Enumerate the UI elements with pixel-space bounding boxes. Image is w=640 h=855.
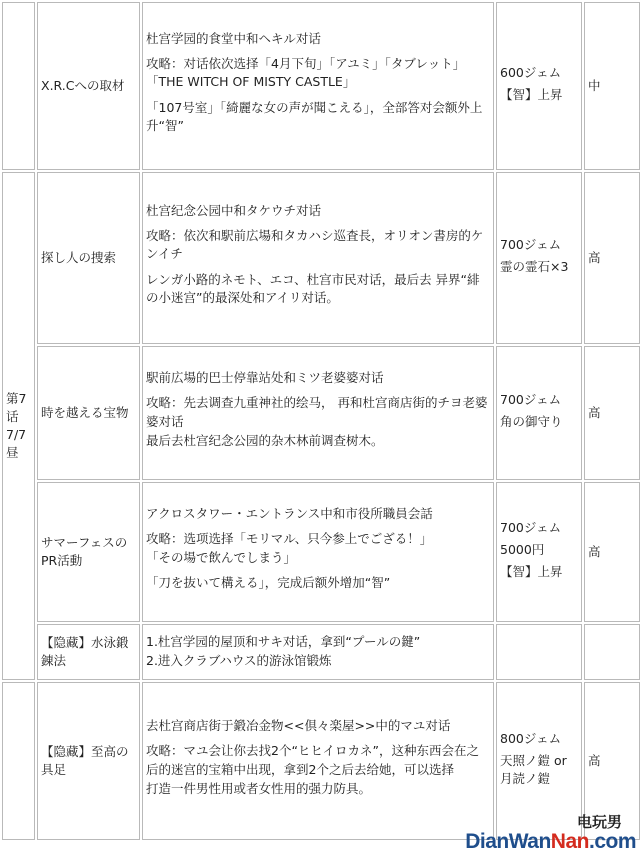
table-row [2,482,640,622]
quest-detail [142,346,494,480]
quest-reward [496,2,582,170]
detail-line: 去杜宫商店街于鍛冶金物<<倶々楽屋>>中的マユ对话 [146,718,451,734]
quest-reward [496,172,582,344]
table-row [2,346,640,480]
table-row [2,624,640,680]
reward-line: 角の御守り [500,414,563,429]
detail-line: 「刀を抜いて構える」，完成后额外增加“智” [146,575,391,591]
detail-line: 2.进入クラブハウス的游泳馆锻炼 [146,653,332,668]
reward-line: 700ジェム [500,391,562,407]
detail-line: 攻略：マユ会让你去找2个“ヒヒイロカネ”，这种东西会在之后的迷宫的宝箱中出现，拿到2个之后去给她，可以选择 [146,743,480,777]
quest-difficulty: 高 [584,346,640,480]
site-watermark [465,815,636,853]
chapter-cell [2,172,35,680]
table-row [2,2,640,170]
watermark-en [465,831,636,853]
quest-name: 【隐藏】至高の具足 [37,682,140,840]
quest-difficulty: 高 [584,682,640,840]
quest-difficulty: 中 [584,2,640,170]
detail-line: 杜宫学园的食堂中和ヘキル对话 [146,31,321,47]
detail-line: 攻略：选项选择「モリマル、只今参上でござる！」 [146,530,433,546]
chapter-label: 第7 [6,390,27,406]
detail-line: 「その場で飲んでしまう」 [146,550,297,565]
quest-name: 探し人の捜索 [37,172,140,344]
reward-line: 霊の霊石×3 [500,259,569,274]
quest-difficulty [584,624,640,680]
chapter-empty-cell [2,682,35,840]
detail-line: アクロスタワー・エントランス中和市役所職員会話 [146,505,433,521]
watermark-en-a: DianWan [465,830,551,853]
reward-line: 【智】上昇 [500,564,563,580]
reward-line: 800ジェム [500,730,562,746]
detail-line: 打造一件男性用或者女性用的强力防具。 [146,780,372,796]
quest-reward [496,624,582,680]
quest-detail [142,2,494,170]
quest-reward [496,346,582,480]
reward-line: 700ジェム [500,236,562,252]
detail-line: 杜宫纪念公园中和タケウチ对话 [146,203,322,219]
detail-line: 駅前広場的巴士停靠站处和ミツ老婆婆对话 [146,370,384,386]
quest-name: 【隐藏】水泳鍛錬法 [37,624,140,680]
quest-name: サマーフェスのPR活動 [37,482,140,622]
chapter-empty-cell [2,2,35,170]
detail-line: レンガ小路的ネモト、エコ、杜宫市民对话，最后去 异界“緋の小迷宫”的最深处和アイリ对话。 [146,271,480,305]
quest-detail [142,172,494,344]
chapter-label: 话 [6,408,19,424]
quest-reward [496,482,582,622]
detail-line: 1.杜宫学园的屋顶和サキ对话，拿到“プールの鍵” [146,633,421,649]
watermark-cn: 电玩男 [576,814,622,831]
detail-line: 攻略：对话依次选择「4月下旬」「アユミ」「タブレット」「THE WITCH OF MISTY CASTLE」 [146,56,466,90]
quest-detail [142,682,494,840]
reward-line: 700ジェム [500,519,562,535]
quest-name: 時を越える宝物 [37,346,140,480]
chapter-time: 昼 [6,445,19,461]
reward-line: 天照ノ鎧 or 月読ノ鎧 [500,752,567,787]
quest-detail [142,624,494,680]
detail-line: 攻略：依次和駅前広場和タカハシ巡査長，オリオン書房的ケンイチ [146,228,484,262]
quest-detail [142,482,494,622]
quest-difficulty: 高 [584,482,640,622]
reward-line: 5000円 [500,541,545,557]
table-row [2,172,640,344]
quest-name: X.R.Cへの取材 [37,2,140,170]
detail-line: 最后去杜宫纪念公园的杂木林前调查树木。 [146,432,384,448]
reward-line: 【智】上昇 [500,87,563,102]
watermark-en-b: Nan [550,830,589,853]
watermark-en-c: .com [588,830,636,853]
reward-line: 600ジェム [500,64,562,80]
detail-line: 攻略：先去调查九重神社的绘马， 再和杜宫商店街的チヨ老婆婆对话 [146,395,488,429]
detail-line: 「107号室」「綺麗な女の声が聞こえる」，全部答对会额外上升“智” [146,99,483,133]
quest-difficulty: 高 [584,172,640,344]
chapter-date: 7/7 [6,427,27,442]
